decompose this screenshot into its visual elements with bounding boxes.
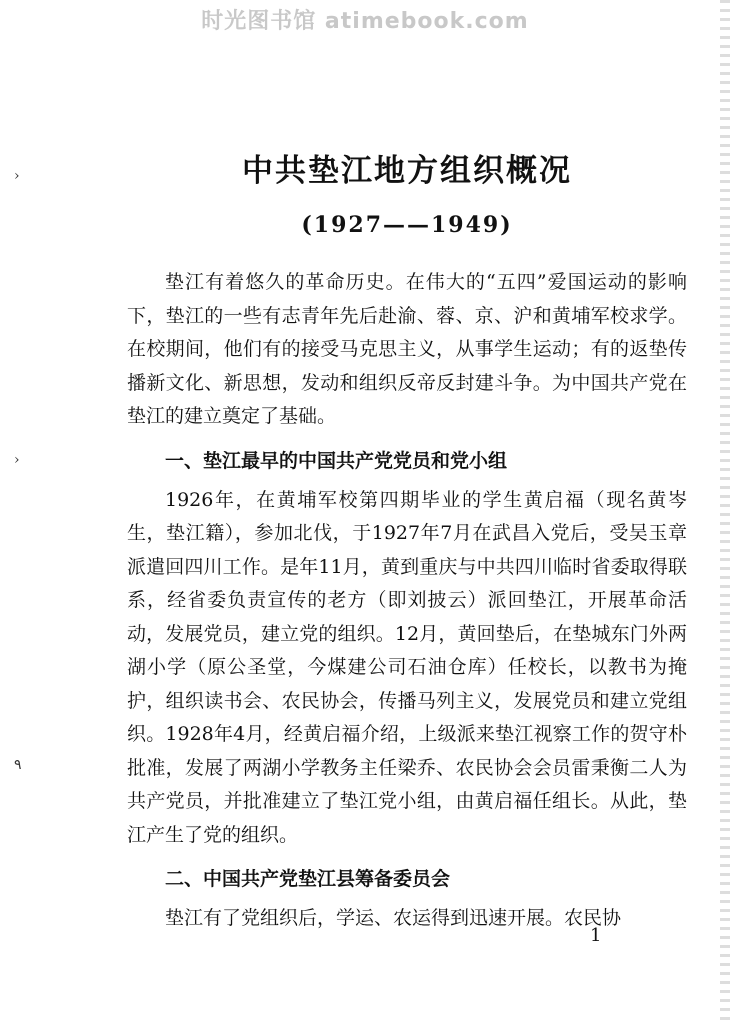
- year-range: (1927——1949): [301, 212, 513, 238]
- margin-mark: ›: [14, 168, 20, 184]
- document-page: [127, 145, 687, 936]
- page-number: 1: [590, 925, 602, 946]
- section-heading-1: 一、垫江最早的中国共产党党员和党小组: [165, 449, 508, 472]
- watermark: 时光图书馆 atimebook.com: [201, 9, 529, 34]
- section-body-2: 垫江有了党组织后，学运、农运得到迅速开展。农民协: [165, 907, 622, 929]
- section-heading-2: 二、中国共产党垫江县筹备委员会: [165, 868, 451, 890]
- intro-paragraph: 垫江有着悠久的革命历史。在伟大的“五四”爱国运动的影响下，垫江的一些有志青年先后赴渝、蓉、京、沪和黄埔军校求学。在校期间，他们有的接受马克思主义，从事学生运动；有的返垫传播新文化、新思想，发动和组织反帝反封建斗争。为中国共产党在垫江的建立奠定了基础。: [127, 271, 687, 427]
- section-body-1: 1926年，在黄埔军校第四期毕业的学生黄启福（现名黄岑生，垫江籍），参加北伐，于1927年7月在武昌入党后，受吴玉章派遣回四川工作。是年11月，黄到重庆与中共四川临时省委取得联系，经省委负责宣传的老方（即刘披云）派回垫江，开展革命活动，发展党员，建立党的组织。12月，黄回垫后，在垫城东门外两湖小学（原公圣堂，今煤建公司石油仓库）任校长，以教书为掩护，组织读书会、农民协会，传播马列主义，发展党员和建立党组织。1928年4月，经黄启福介绍，上级派来垫江视察工作的贺守朴批准，发展了两湖小学教务主任梁乔、农民协会会员雷秉衡二人为共产党员，并批准建立了垫江党小组，由黄启福任组长。从此，垫江产生了党的组织。: [127, 488, 687, 846]
- margin-mark: ›: [14, 452, 20, 468]
- margin-mark: ٩: [14, 757, 22, 773]
- scan-edge: [720, 0, 730, 1024]
- page-title: 中共垫江地方组织概况: [242, 153, 572, 189]
